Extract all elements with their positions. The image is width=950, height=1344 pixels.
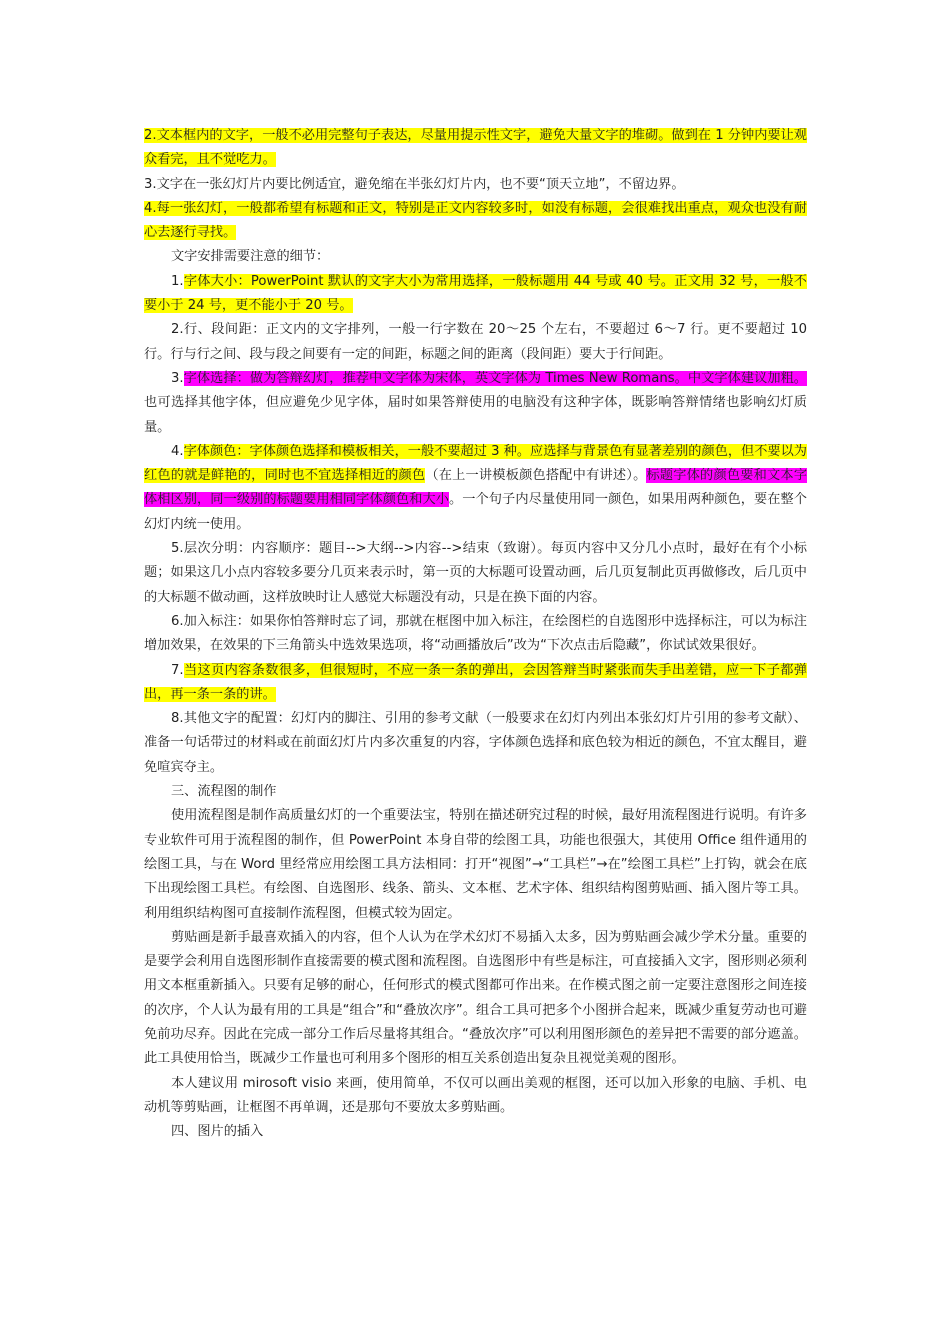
paragraph (144, 197, 807, 246)
section-heading (144, 1120, 807, 1144)
highlighted-text: 当这页内容条数很多，但很短时，不应一条一条的弹出，会因答辩当时紧张而失手出差错，应一下子都弹出，再一条一条的讲。 (144, 662, 807, 702)
text-run: 。一个句子内尽量使用同一颜色，如果用两种颜色，要在整个幻灯内统一使用。 (144, 492, 807, 532)
document-body (144, 124, 807, 1144)
highlighted-text: 标题字体的颜色要和文本字体相区别，同一级别的标题要用相同字体颜色和大小 (144, 468, 808, 508)
text-run: 也可选择其他字体，但应避免少见字体，届时如果答辩使用的电脑没有这种字体，既影响答辩情绪也影响幻灯质量。 (144, 395, 807, 435)
paragraph (144, 318, 807, 367)
text-run: 使用流程图是制作高质量幻灯的一个重要法宝，特别在描述研究过程的时候，最好用流程图进行说明。有许多专业软件可用于流程图的制作，但 PowerPoint 本身自带的绘图工具，功能也很强大，其使用 Office 组件通用的绘图工具，与在 Word 里经常应用绘图工具方法相同：打开“视图”→“工具栏”→在”绘图工具栏”上打钩，就会在底下出现绘图工具栏。有绘图、自选图形、线条、箭头、文本框、艺术字体、组织结构图剪贴画、插入图片等工具。利用组织结构图可直接制作流程图，但模式较为固定。 (144, 808, 807, 921)
highlighted-text: 字体选择：做为答辩幻灯，推荐中文字体为宋体，英文字体为 Times New Romans。中文字体建议加粗。 (183, 370, 807, 386)
text-run: 6.加入标注：如果你怕答辩时忘了词，那就在框图中加入标注，在绘图栏的自选图形中选择标注，可以为标注增加效果，在效果的下三角箭头中选效果选项，将“动画播放后”改为“下次点击后隐藏”，你试试效果很好。 (144, 613, 807, 654)
highlighted-text: 字体大小：PowerPoint 默认的文字大小为常用选择，一般标题用 44 号或 40 号。正文用 32 号，一般不要小于 24 号，更不能小于 20 号。 (144, 273, 807, 314)
paragraph (144, 367, 807, 440)
text-run: 4. (171, 443, 184, 459)
text-run: 5.层次分明：内容顺序：题目-->大纲-->内容-->结束（致谢）。每页内容中又分几小点时，最好在有个小标题；如果这几小点内容较多要分几页来表示时，第一页的大标题可设置动画，后几页复制此页再做修改，后几页中的大标题不做动画，这样放映时让人感觉大标题没有动，只是在换下面的内容。 (144, 541, 807, 605)
highlighted-text: 4.每一张幻灯，一般都希望有标题和正文，特别是正文内容较多时，如没有标题，会很难找出重点，观众也没有耐心去逐行寻找。 (144, 200, 807, 241)
text-run: 文字安排需要注意的细节： (171, 249, 330, 265)
text-run: 三、流程图的制作 (171, 784, 277, 800)
paragraph (144, 659, 807, 708)
paragraph (144, 926, 807, 1072)
paragraph (144, 804, 807, 925)
text-run: 3.文字在一张幻灯片内要比例适宜，避免缩在半张幻灯片内，也不要“顶天立地”，不留边界。 (144, 176, 685, 192)
paragraph (144, 270, 807, 319)
paragraph (144, 124, 807, 173)
paragraph (144, 610, 807, 659)
paragraph (144, 707, 807, 780)
text-run: 本人建议用 mirosoft visio 来画，使用简单，不仅可以画出美观的框图，还可以加入形象的电脑、手机、电动机等剪贴画，让框图不再单调，还是那句不要放太多剪贴画。 (144, 1075, 807, 1115)
highlighted-text: 字体颜色：字体颜色选择和模板相关，一般不要超过 3 种。应选择与背景色有显著差别的颜色，但不要以为红色的就是鲜艳的，同时也不宜选择相近的颜色 (144, 443, 807, 484)
text-run: 四、图片的插入 (171, 1124, 264, 1140)
highlighted-text: 2.文本框内的文字，一般不必用完整句子表达，尽量用提示性文字，避免大量文字的堆砌。做到在 1 分钟内要让观众看完，且不觉吃力。 (144, 128, 807, 168)
section-heading (144, 780, 807, 804)
text-run: 2.行、段间距：正文内的文字排列，一般一行字数在 20～25 个左右，不要超过 6～7 行。更不要超过 10 行。行与行之间、段与段之间要有一定的间距，标题之间的距离（段间距）要大于行间距。 (144, 322, 807, 362)
text-run: （在上一讲模板颜色搭配中有讲述）。 (425, 468, 647, 484)
paragraph (144, 173, 807, 197)
paragraph (144, 440, 807, 537)
text-run: 剪贴画是新手最喜欢插入的内容，但个人认为在学术幻灯不易插入太多，因为剪贴画会减少学术分量。重要的是要学会利用自选图形制作直接需要的模式图和流程图。自选图形中有些是标注，可直接插入文字，图形则必须利用文本框重新插入。只要有足够的耐心，任何形式的模式图都可作出来。在作模式图之前一定要注意图形之间连接的次序，个人认为最有用的工具是“组合”和“叠放次序”。组合工具可把多个小图拼合起来，既减少重复劳动也可避免前功尽弃。因此在完成一部分工作后尽量将其组合。“叠放次序”可以利用图形颜色的差异把不需要的部分遮盖。此工具使用恰当，既减少工作量也可利用多个图形的相互关系创造出复杂且视觉美观的图形。 (144, 929, 807, 1067)
text-run: 8.其他文字的配置：幻灯内的脚注、引用的参考文献（一般要求在幻灯内列出本张幻灯片引用的参考文献）、准备一句话带过的材料或在前面幻灯片内多次重复的内容，字体颜色选择和底色较为相近的颜色，不宜太醒目，避免喧宾夺主。 (144, 711, 807, 775)
paragraph (144, 537, 807, 610)
text-run: 1. (171, 273, 184, 289)
text-run: 7. (171, 662, 184, 678)
text-run: 3. (171, 370, 184, 386)
paragraph (144, 1072, 807, 1121)
paragraph (144, 245, 807, 269)
